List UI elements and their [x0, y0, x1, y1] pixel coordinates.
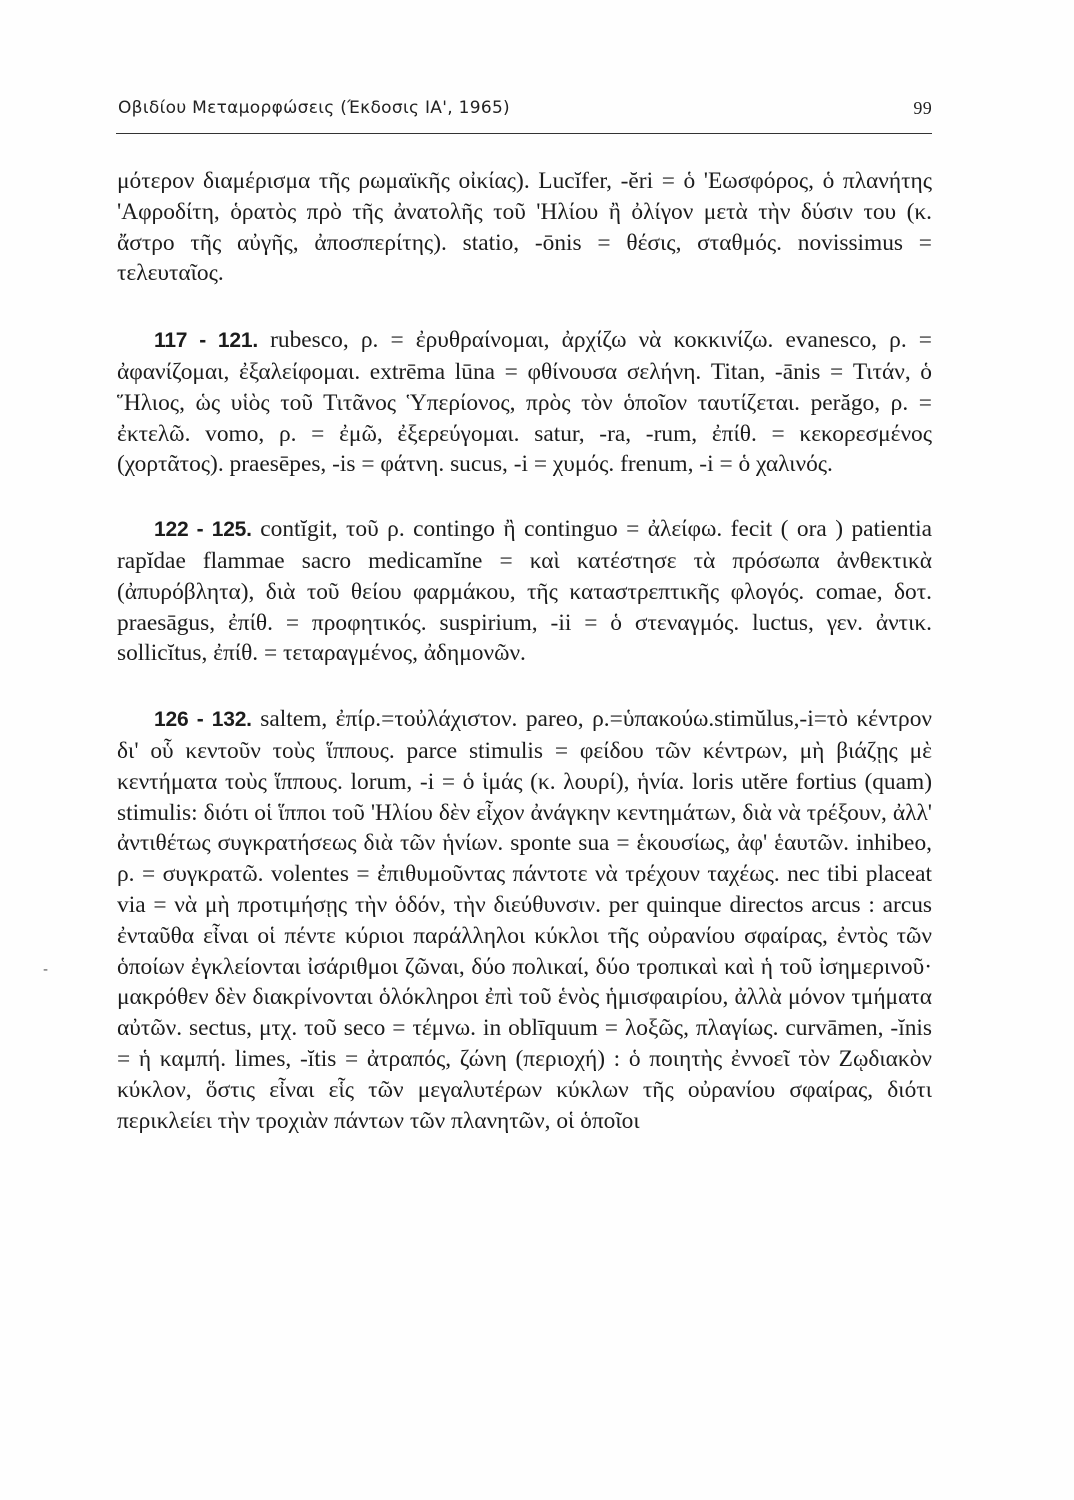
verse-reference: 126 - 132.	[154, 708, 252, 732]
running-header	[118, 96, 932, 126]
paragraph-126-132	[117, 704, 932, 1136]
page-number: 99	[913, 98, 932, 118]
paragraph-text: saltem, ἐπίρ.=τοὐλάχιστον. pareo, ρ.=ὑπακούω.stimŭlus,-i=τὸ κέντρον δι' οὗ κεντοῦν τοὺς ἵππους. parce stimulis = φείδου τῶν κέντρων, μὴ βιάζῃς μὲ κεντήματα τοὺς ἵππους. lorum, -i = ὁ ἱμάς (κ. λουρί), ἡνία. loris utĕre fortius (quam) stimulis: διότι οἱ ἵπποι τοῦ 'Ηλίου δὲν εἶχον ἀνάγκην κεντημάτων, διὰ νὰ τρέξουν, ἀλλ' ἀντιθέτως συγκρατήσεως διὰ τῶν ἡνίων. sponte sua = ἑκουσίως, ἀφ' ἑαυτῶν. inhibeo, ρ. = συγκρατῶ. volentes = ἐπιθυμοῦντας πάντοτε νὰ τρέχουν ταχέως. nec tibi placeat via = νὰ μὴ προτιμήσῃς τὴν ὁδόν, τὴν διεύθυνσιν. per quinque directos arcus : arcus ἐνταῦθα εἶναι οἱ πέντε κύριοι παράλληλοι κύκλοι τῆς οὐρανίου σφαίρας, ἐντὸς τῶν ὁποίων ἐγκλείονται ἰσάριθμοι ζῶναι, δύο πολικαί, δύο τροπικαὶ καὶ ἡ τοῦ ἰσημερινοῦ· μακρόθεν δὲν διακρίνονται ὁλόκληροι ἐπὶ τοῦ ἑνὸς ἡμισφαιρίου, ἀλλὰ μόνον τμήματα αὐτῶν. sectus, μτχ. τοῦ seco = τέμνω. in oblīquum = λοξῶς, πλαγίως. curvāmen, -ĭnis = ἡ καμπή. limes, -ĭtis = ἀτραπός, ζώνη (περιοχή) : ὁ ποιητὴς ἐννοεῖ τὸν Ζῳδιακὸν κύκλον, ὅστις εἶναι εἷς τῶν μεγαλυτέρων κύκλων τῆς οὐρανίου σφαίρας, διότι περικλείει τὴν τροχιὰν πάντων τῶν πλανητῶν, οἱ ὁποῖοι	[117, 706, 932, 1134]
book-title: Οβιδίου Μεταμορφώσεις (Έκδοσις ΙΑ', 1965)	[118, 98, 510, 118]
paragraph-gap	[117, 669, 932, 704]
paragraph-text: μότερον διαμέρισμα τῆς ρωμαϊκῆς οἰκίας). Lucĭfer, -ĕri = ὁ 'Εωσφόρος, ὁ πλανήτης 'Αφροδίτη, ὁρατὸς πρὸ τῆς ἀνατολῆς τοῦ 'Ηλίου ἢ ὀλίγον μετὰ τὴν δύσιν του (κ. ἄστρο τῆς αὐγῆς, ἀποσπερίτης). statio, -ōnis = θέσις, σταθμός. novissimus = τελευταῖος.	[117, 168, 932, 287]
header-rule	[116, 133, 932, 134]
paragraph-text: rubesco, ρ. = ἐρυθραίνομαι, ἀρχίζω νὰ κοκκινίζω. evanesco, ρ. = ἀφανίζομαι, ἐξαλείφομαι. extrēma lūna = φθίνουσα σελήνη. Titan, -ānis = Τιτάν, ὁ Ἥλιος, ὡς υἱὸς τοῦ Τιτᾶνος Ὑπερίονος, πρὸς τὸν ὁποῖον ταυτίζεται. perăgo, ρ. = ἐκτελῶ. vomo, ρ. = ἐμῶ, ἐξερεύγομαι. satur, -ra, -rum, ἐπίθ. = κεκορεσμένος (χορτᾶτος). praesēpes, -is = φάτνη. sucus, -i = χυμός. frenum, -i = ὁ χαλινός.	[117, 327, 933, 478]
paragraph-gap	[117, 289, 932, 325]
verse-reference: 117 - 121.	[154, 329, 258, 353]
paragraph-122-125	[117, 514, 932, 669]
paragraph-continuation	[117, 166, 932, 289]
verse-reference: 122 - 125.	[154, 518, 252, 542]
paragraph-text: contĭgit, τοῦ ρ. contingo ἢ continguo = ἀλείφω. fecit ( ora ) patientia rapĭdae flammae sacro medicamĭne = καὶ κατέστησε τὰ πρόσωπα ἀνθεκτικὰ (ἀπυρόβλητα), διὰ τοῦ θείου φαρμάκου, τῆς καταστρεπτικῆς φλογός. comae, δοτ. praesāgus, ἐπίθ. = προφητικός. suspirium, -ii = ὁ στεναγμός. luctus, γεν. ἀντικ. sollicĭtus, ἐπίθ. = τεταραγμένος, ἀδημονῶν.	[117, 516, 933, 667]
margin-mark: -	[43, 962, 49, 978]
paragraph-gap	[117, 480, 932, 514]
commentary-body	[117, 166, 932, 1136]
paragraph-117-121	[117, 325, 932, 480]
